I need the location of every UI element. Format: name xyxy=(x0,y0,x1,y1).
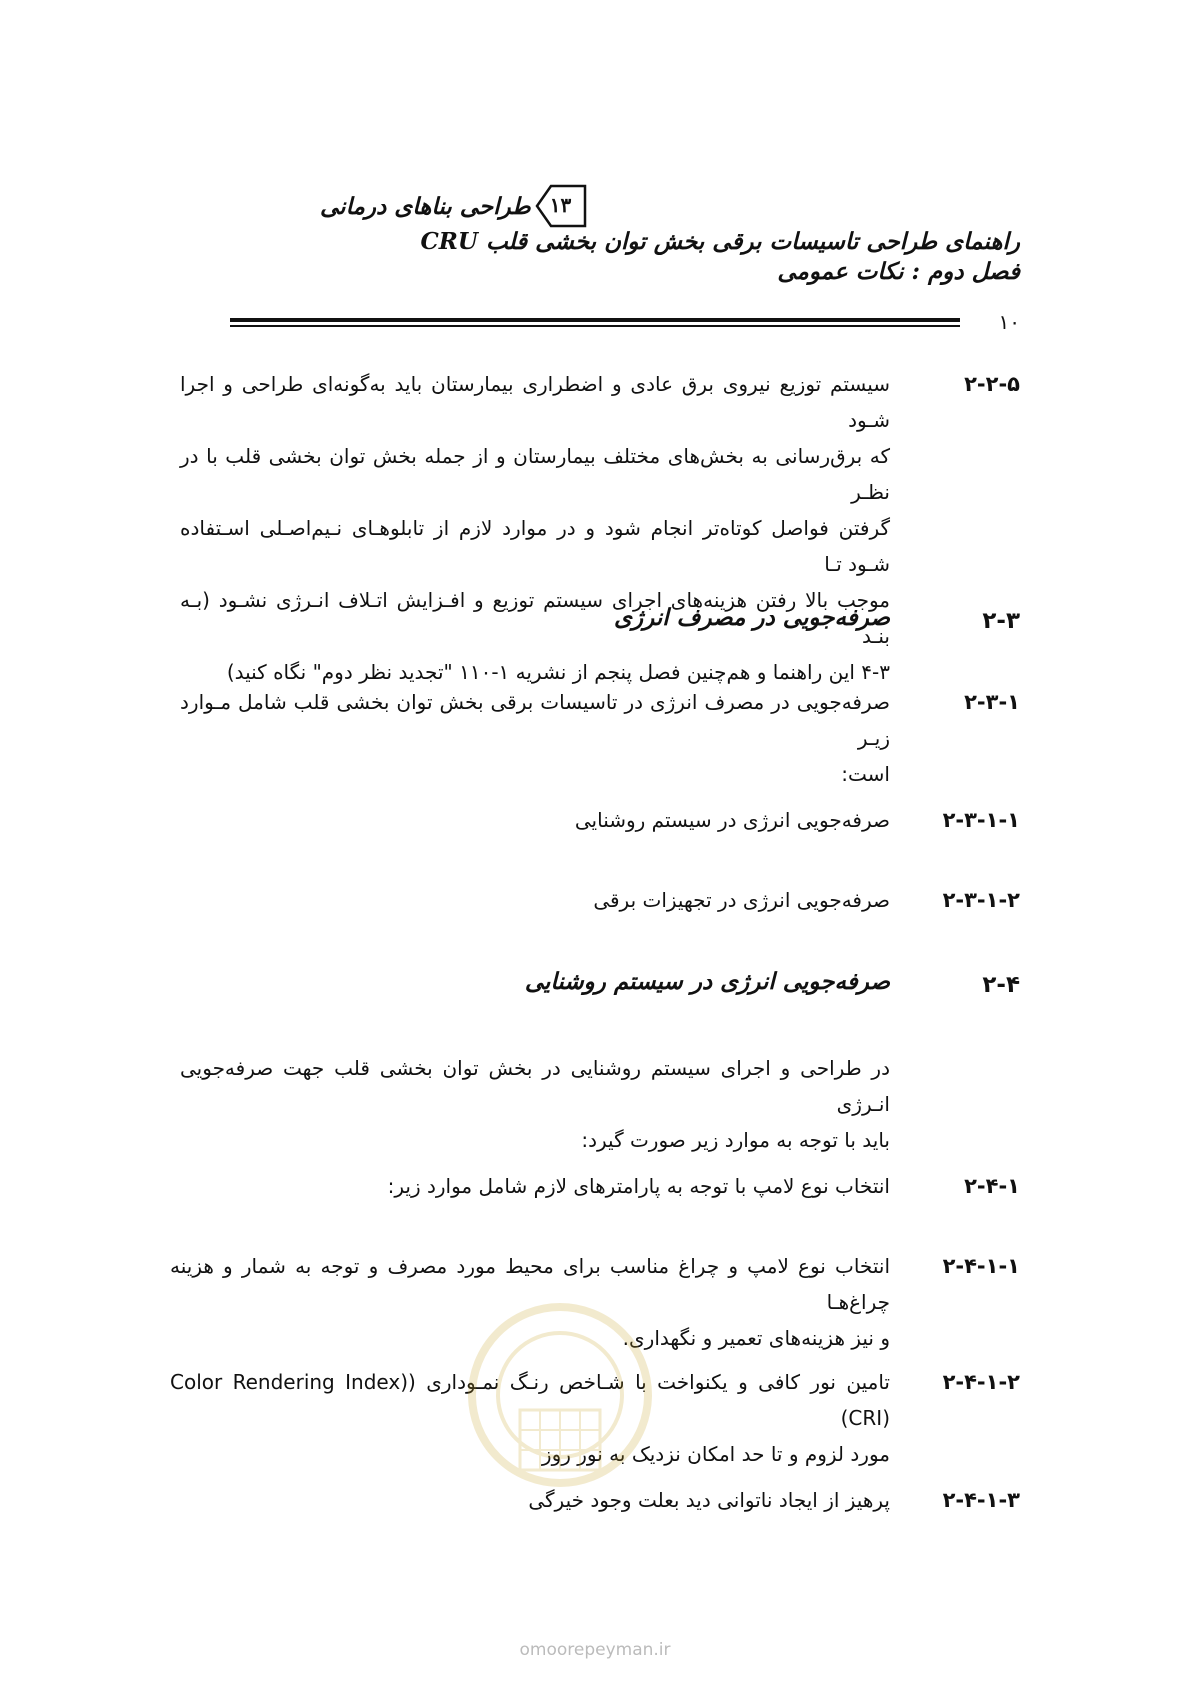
paragraph-line: در طراحی و اجرای سیستم روشنایی در بخش توان بخشی قلب جهت صرفه‌جویی انـرژی xyxy=(180,1056,890,1116)
paragraph-line: گرفتن فواصل کوتاه‌تر انجام شود و در موارد لازم از تابلوهـای نـیم‌اصـلی اسـتفاده شـود تـا xyxy=(180,516,890,576)
section-number: ۲-۲-۵ xyxy=(964,372,1020,396)
paragraph-line: سیستم توزیع نیروی برق عادی و اضطراری بیمارستان باید به‌گونه‌ای طراحی و اجرا شـود xyxy=(180,372,890,432)
book-title: طراحی بناهای درمانی xyxy=(320,192,531,220)
section-number: ۲-۴-۱-۱ xyxy=(942,1254,1020,1278)
section-number: ۲-۴ xyxy=(982,972,1020,998)
section-number: ۲-۳ xyxy=(982,608,1020,634)
page-header xyxy=(320,185,1020,287)
paragraph-line: صرفه‌جویی در مصرف انرژی در تاسیسات برقی بخش توان بخشی قلب شامل مـوارد زیـر xyxy=(180,690,890,750)
section-number: ۲-۳-۱ xyxy=(964,690,1020,714)
book-number-badge xyxy=(535,183,587,229)
paragraph-line: ۴-۳ این راهنما و هم‌چنین فصل پنجم از نشریه ۱-۱۱۰ "تجدید نظر دوم" نگاه کنید) xyxy=(226,660,890,684)
section-number: ۲-۳-۱-۲ xyxy=(942,888,1020,912)
paragraph-line: است: xyxy=(841,762,890,786)
paragraph-line: مورد لزوم و تا حد امکان نزدیک به نور روز xyxy=(541,1442,890,1466)
section-heading: صرفه‌جویی انرژی در سیستم روشنایی xyxy=(524,968,890,995)
watermark-logo xyxy=(440,1300,680,1500)
list-item-text: صرفه‌جویی انرژی در سیستم روشنایی xyxy=(574,808,890,832)
book-number: ۱۳ xyxy=(549,193,572,217)
book-title-row xyxy=(320,185,1020,227)
paragraph-line: موجب بالا رفتن هزینه‌های اجرای سیستم توزیع و افـزایش اتـلاف انـرژی نشـود (بـه بنـد xyxy=(180,588,890,648)
section-number: ۲-۳-۱-۱ xyxy=(942,808,1020,832)
section-number: ۲-۴-۱-۲ xyxy=(942,1370,1020,1394)
paragraph-2-3-1 xyxy=(180,684,890,792)
list-item-text: صرفه‌جویی انرژی در تجهیزات برقی xyxy=(593,888,890,912)
section-number: ۲-۴-۱ xyxy=(964,1174,1020,1198)
list-item-text: پرهیز از ایجاد ناتوانی دید بعلت وجود خیرگی xyxy=(528,1488,890,1512)
header-rule-thin xyxy=(230,325,960,327)
section-number: ۲-۴-۱-۳ xyxy=(942,1488,1020,1512)
paragraph-2-2-5 xyxy=(180,366,890,690)
paragraph-line: باید با توجه به موارد زیر صورت گیرد: xyxy=(581,1128,890,1152)
header-rule-thick xyxy=(230,318,960,322)
guide-title: راهنمای طراحی تاسیسات برقی بخش توان بخشی قلب CRU xyxy=(420,228,1020,255)
seal-icon xyxy=(440,1300,680,1500)
page-number: ۱۰ xyxy=(998,310,1020,334)
paragraph-2-4-intro xyxy=(180,1050,890,1158)
section-heading: صرفه‌جویی در مصرف انرژی xyxy=(614,604,890,631)
paragraph-line: انتخاب نوع لامپ و چراغ مناسب برای محیط مورد مصرف و توجه به شمار و هزینه چراغ‌هـا xyxy=(170,1254,890,1314)
paragraph-line: تامین نور کافی و یکنواخت با شـاخص رنـگ نمـوداری ((Color Rendering Index (CRI) xyxy=(170,1370,890,1430)
paragraph-line: و نیز هزینه‌های تعمیر و نگهداری. xyxy=(622,1326,890,1350)
paragraph-line: که برق‌رسانی به بخش‌های مختلف بیمارستان و از جمله بخش توان بخشی قلب با در نظـر xyxy=(180,444,890,504)
watermark-url: omoorepeyman.ir xyxy=(519,1640,671,1660)
list-item-text: انتخاب نوع لامپ با توجه به پارامترهای لازم شامل موارد زیر: xyxy=(387,1174,890,1198)
chapter-title: فصل دوم : نکات عمومی xyxy=(777,258,1020,285)
